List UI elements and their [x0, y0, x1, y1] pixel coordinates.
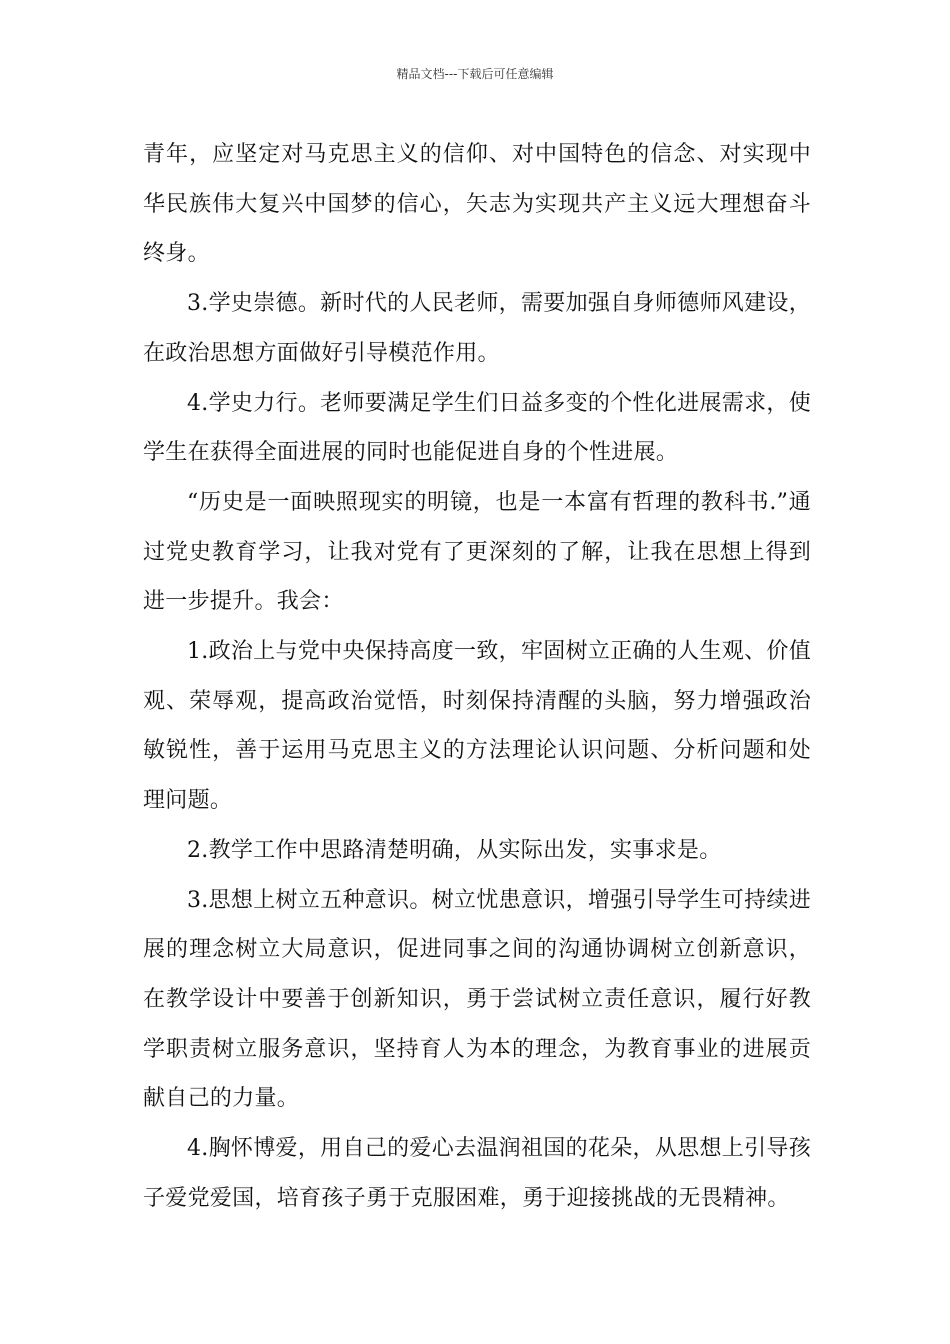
paragraph-commitment-2: 2.教学工作中思路清楚明确，从实际出发，实事求是。: [187, 837, 722, 863]
paragraph-commitment-1: 1.政治上与党中央保持高度一致，牢固树立正确的人生观、价值观、荣辱观，提高政治觉悟，时刻保持清醒的头脑，努力增强政治敏锐性，善于运用马克思主义的方法理论认识问题、分析问题和处理问题。: [143, 639, 811, 814]
paragraph-item-4-study-practice: 4.学史力行。老师要满足学生们日益多变的个性化进展需求，使学生在获得全面进展的同时也能促进自身的个性进展。: [143, 390, 811, 466]
paragraph-item-3-study-virtue: 3.学史崇德。新时代的人民老师，需要加强自身师德师风建设，在政治思想方面做好引导模范作用。: [143, 291, 811, 366]
document-body: [143, 130, 811, 1223]
paragraph-commitment-4: 4.胸怀博爱，用自己的爱心去温润祖国的花朵，从思想上引导孩子爱党爱国，培育孩子勇于克服困难，勇于迎接挑战的无畏精神。: [143, 1136, 811, 1211]
page-header: 精品文档---下载后可任意编辑: [396, 67, 554, 81]
paragraph-commitment-3: 3.思想上树立五种意识。树立忧患意识，增强引导学生可持续进展的理念树立大局意识，促进同事之间的沟通协调树立创新意识，在教学设计中要善于创新知识，勇于尝试树立责任意识，履行好教学职责树立服务意识，坚持育人为本的理念，为教育事业的进展贡献自己的力量。: [143, 887, 811, 1112]
paragraph-continuation: 青年，应坚定对马克思主义的信仰、对中国特色的信念、对实现中华民族伟大复兴中国梦的信心，矢志为实现共产主义远大理想奋斗终身。: [143, 142, 811, 267]
paragraph-history-quote: “历史是一面映照现实的明镜，也是一本富有哲理的教科书.”通过党史教育学习，让我对党有了更深刻的了解，让我在思想上得到进一步提升。我会：: [143, 489, 811, 615]
